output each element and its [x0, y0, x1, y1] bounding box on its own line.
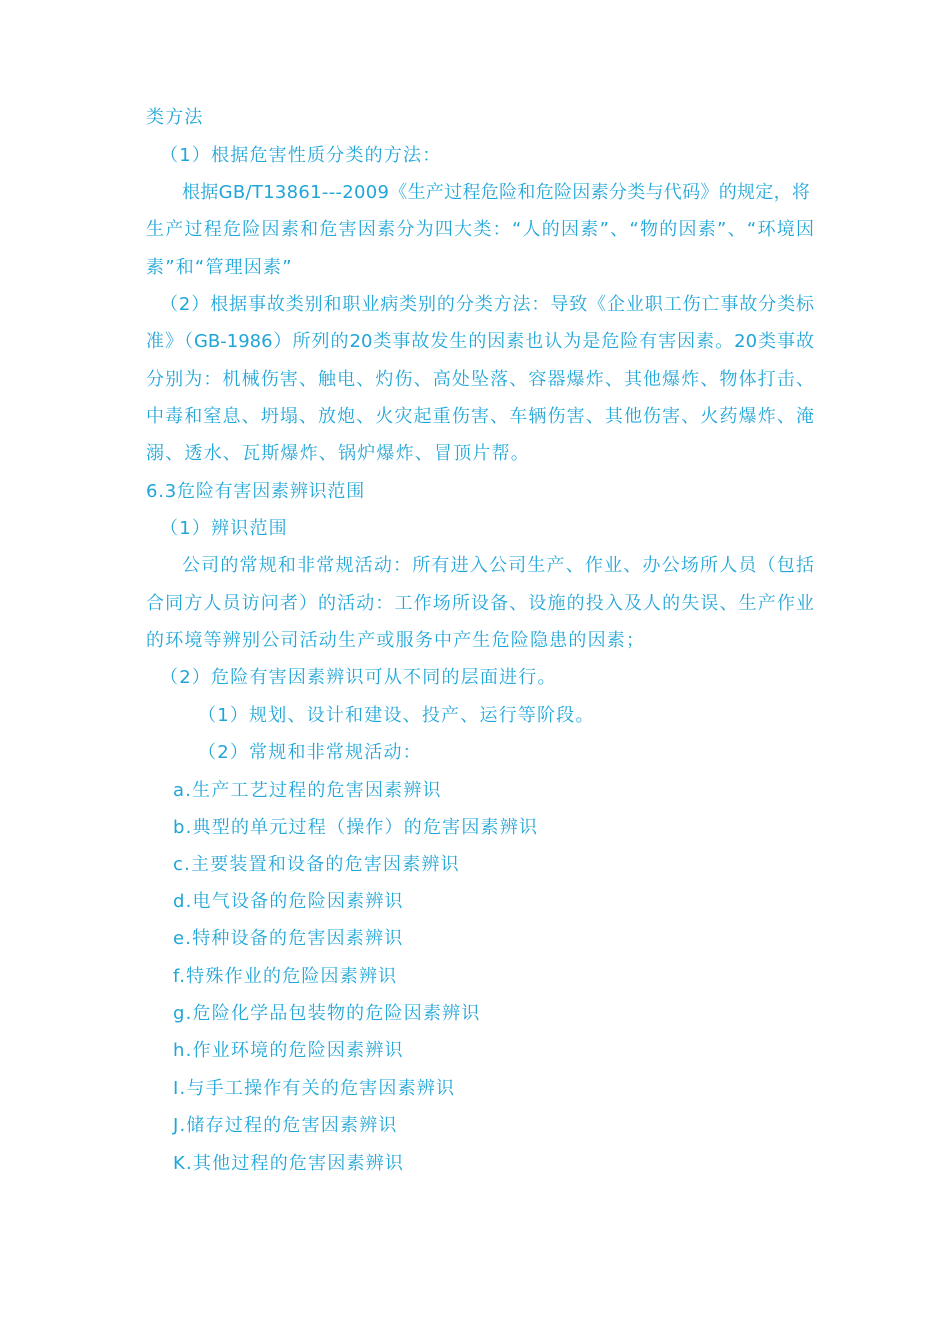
method1-line-3: 素”和“管理因素” — [146, 257, 293, 278]
method2-line-1: （2）根据事故类别和职业病类别的分类方法：导致《企业职工伤亡事故分类标 — [160, 294, 814, 315]
method1-line-2: 生产过程危险因素和危害因素分为四大类：“人的因素”、“物的因素”、“环境因 — [146, 219, 814, 240]
list-item-c: c.主要装置和设备的危害因素辨识 — [173, 854, 460, 875]
scope-title: （1）辨识范围 — [160, 518, 288, 539]
list-item-e: e.特种设备的危害因素辨识 — [173, 928, 404, 949]
method1-title: （1）根据危害性质分类的方法： — [160, 145, 442, 166]
levels-title: （2）危险有害因素辨识可从不同的层面进行。 — [160, 667, 557, 688]
section-6-3-title: 6.3危险有害因素辨识范围 — [146, 481, 366, 502]
scope-line-2: 合同方人员访问者）的活动：工作场所设备、设施的投入及人的失误、生产作业 — [146, 593, 814, 614]
sub-item-2: （2）常规和非常规活动： — [198, 742, 422, 763]
list-item-h: h.作业环境的危险因素辨识 — [173, 1040, 404, 1061]
list-item-i: I.与手工操作有关的危害因素辨识 — [173, 1078, 456, 1099]
list-item-k: K.其他过程的危害因素辨识 — [173, 1153, 405, 1174]
list-item-f: f.特殊作业的危险因素辨识 — [173, 966, 398, 987]
method2-line-2: 准》（GB-1986）所列的20类事故发生的因素也认为是危险有害因素。20类事故 — [146, 331, 814, 352]
sub-item-1: （1）规划、设计和建设、投产、运行等阶段。 — [198, 705, 595, 726]
method2-line-4: 中毒和窒息、坍塌、放炮、火灾起重伤害、车辆伤害、其他伤害、火药爆炸、淹 — [146, 406, 814, 427]
list-item-b: b.典型的单元过程（操作）的危害因素辨识 — [173, 817, 539, 838]
scope-line-1: 公司的常规和非常规活动：所有进入公司生产、作业、办公场所人员（包括 — [182, 555, 814, 576]
heading-fragment: 类方法 — [146, 107, 204, 128]
scope-line-3: 的环境等辨别公司活动生产或服务中产生危险隐患的因素； — [146, 630, 646, 651]
method1-line-1: 根据GB/T13861---2009《生产过程危险和危险因素分类与代码》的规定，将 — [182, 182, 811, 203]
list-item-j: J.储存过程的危害因素辨识 — [173, 1115, 398, 1136]
list-item-d: d.电气设备的危险因素辨识 — [173, 891, 404, 912]
list-item-g: g.危险化学品包装物的危险因素辨识 — [173, 1003, 481, 1024]
method2-line-3: 分别为：机械伤害、触电、灼伤、高处坠落、容器爆炸、其他爆炸、物体打击、 — [146, 369, 814, 390]
list-item-a: a.生产工艺过程的危害因素辨识 — [173, 780, 442, 801]
method2-line-5: 溺、透水、瓦斯爆炸、锅炉爆炸、冒顶片帮。 — [146, 443, 530, 464]
